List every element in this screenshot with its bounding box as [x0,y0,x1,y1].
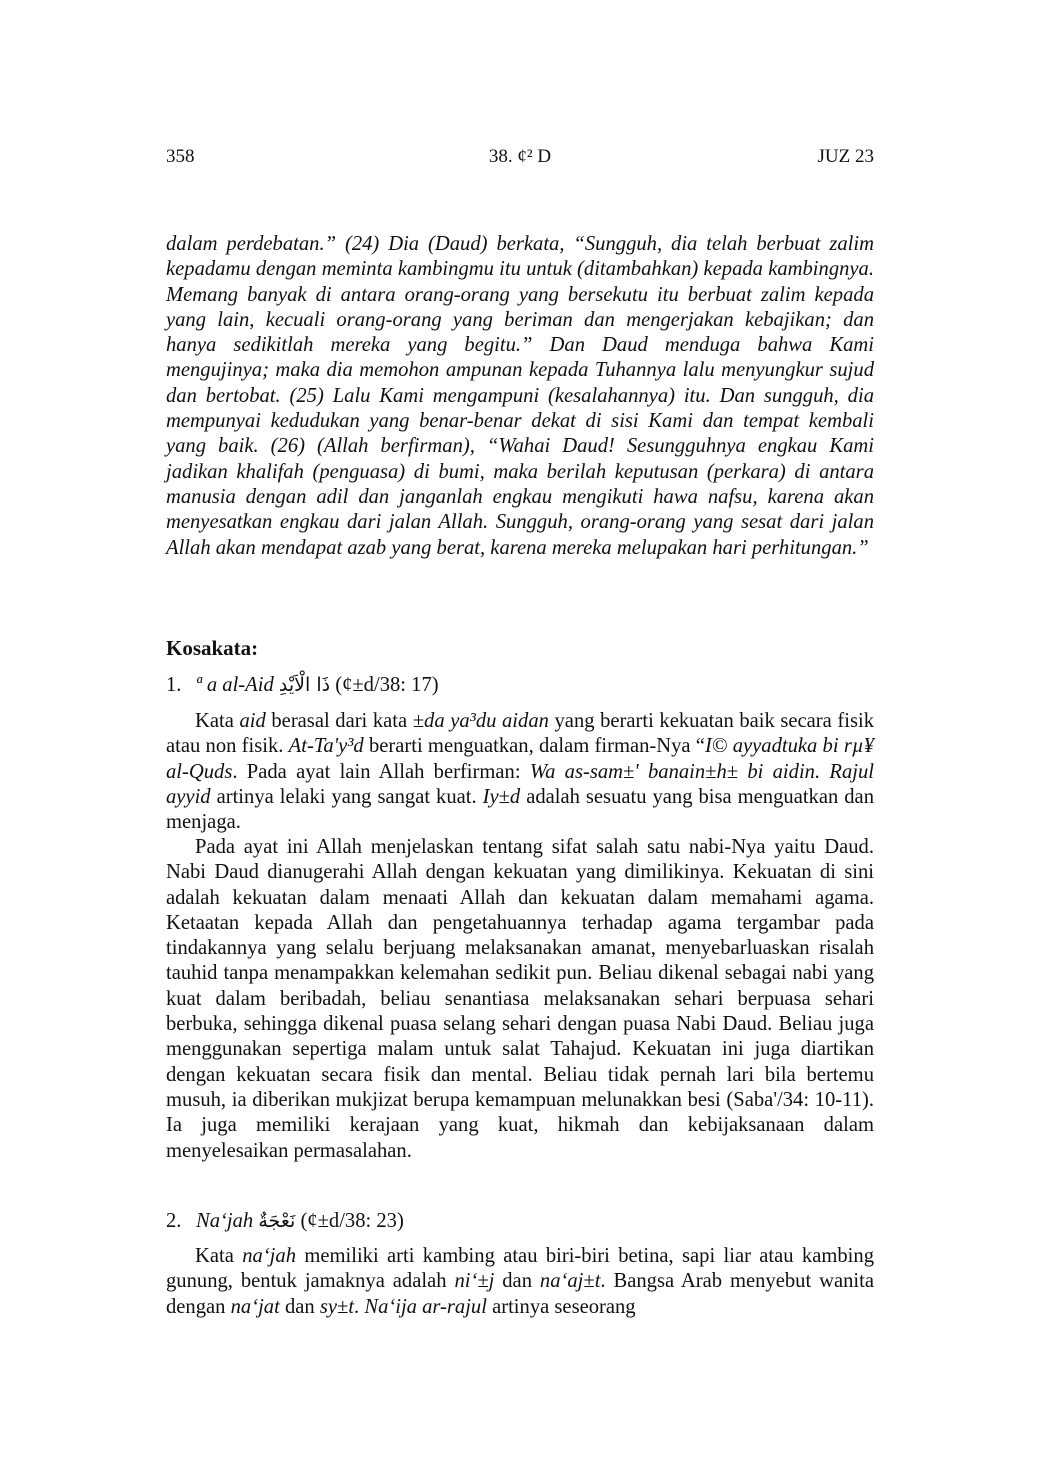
surah-title: 38. ¢² D [488,146,552,167]
juz-label: JUZ 23 [817,146,874,167]
entry-2-paragraph-1: Kata na‘jah memiliki arti kambing atau biri-biri betina, sapi liar atau kambing gunung, bentuk jamaknya adalah ni‘±j dan na‘aj±t. Bangsa Arab menyebut wanita dengan na‘jat dan sy±t. Na‘ija ar-rajul artinya seseorang [166,1245,874,1318]
entry-term: Na‘jah [196,1210,254,1232]
entry-arabic: ذَا الْاَيْدِ [278,674,331,696]
vocab-entry-2 [166,1210,404,1233]
entry-1-paragraph-1: Kata aid berasal dari kata ±da ya³du aidan yang berarti kekuatan baik secara fisik atau non fisik. At-Ta'y³d berarti menguatkan, dalam firman-Nya “I© ayyadtuka bi rµ¥ al-Quds. Pada ayat lain Allah berfirman: Wa as-sam±' banain±h± bi aidin. Rajul ayyid artinya lelaki yang sangat kuat. Iy±d adalah sesuatu yang bisa menguatkan dan menjaga. [166,710,874,834]
kosakata-heading: Kosakata: [166,636,259,660]
entry-reference: (¢±d/38: 17) [335,674,439,696]
page-number: 358 [166,146,195,167]
entry-arabic: نَعْجَةٌ [258,1210,296,1232]
entry-reference: (¢±d/38: 23) [300,1210,404,1232]
entry-1-paragraph-2: Pada ayat ini Allah menjelaskan tentang sifat salah satu nabi-Nya yaitu Daud. Nabi Daud dianugerahi Allah dengan kekuatan yang dimilikinya. Kekuatan di sini adalah kekuatan dalam menaati Allah dan kekuatan dalam memahami agama. Ketaatan kepada Allah dan pengetahuannya terhadap agama tergambar pada tindakannya yang selalu berjuang melaksanakan amanat, menyebarluaskan risalah tauhid tanpa menampakkan kelemahan sedikit pun. Beliau dikenal sebagai nabi yang kuat dalam beribadah, beliau senantiasa melaksanakan sehari berpuasa sehari berbuka, sehingga dikenal puasa selang sehari dengan puasa Nabi Daud. Beliau juga menggunakan sepertiga malam untuk salat Tahajud. Kekuatan ini juga diartikan dengan kekuatan secara fisik dan mental. Beliau tidak pernah lari bila bertemu musuh, ia diberikan mukjizat berupa kemampuan melunakkan besi (Saba'/34: 10-11). Ia juga memiliki kerajaan yang kuat, hikmah dan kebijaksanaan dalam menyelesaikan permasalahan. [166,836,874,1162]
entry-term: ª a al-Aid [196,674,274,696]
vocab-entry-1 [166,674,439,697]
entry-number: 1. [166,674,182,696]
page-header [166,146,874,174]
verse-translation: dalam perdebatan.” (24) Dia (Daud) berkata, “Sungguh, dia telah berbuat zalim kepadamu dengan meminta kambingmu itu untuk (ditambahkan) kepada kambingnya. Memang banyak di antara orang-orang yang bersekutu itu berbuat zalim kepada yang lain, kecuali orang-orang yang beriman dan mengerjakan kebajikan; dan hanya sedikitlah mereka yang begitu.” Dan Daud menduga bahwa Kami mengujinya; maka dia memohon ampunan kepada Tuhannya lalu menyungkur sujud dan bertobat. (25) Lalu Kami mengampuni (kesalahannya) itu. Dan sungguh, dia mempunyai kedudukan yang benar-benar dekat di sisi Kami dan tempat kembali yang baik. (26) (Allah berfirman), “Wahai Daud! Sesungguhnya engkau Kami jadikan khalifah (penguasa) di bumi, maka berilah keputusan (perkara) di antara manusia dengan adil dan janganlah engkau mengikuti hawa nafsu, karena akan menyesatkan engkau dari jalan Allah. Sungguh, orang-orang yang sesat dari jalan Allah akan mendapat azab yang berat, karena mereka melupakan hari perhitungan.” [166,233,874,559]
entry-number: 2. [166,1210,182,1232]
